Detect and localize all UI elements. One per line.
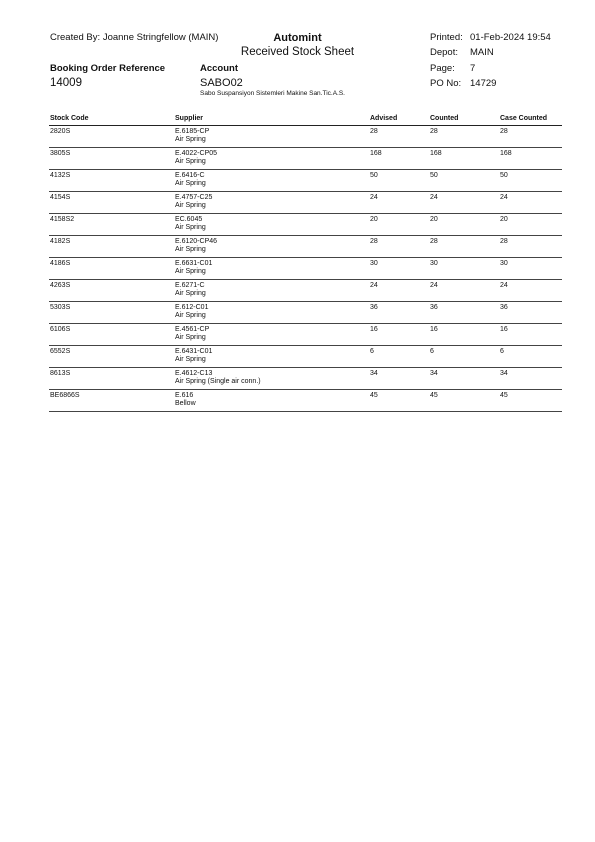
advised-qty: 50 xyxy=(369,170,429,192)
printed-label: Printed: xyxy=(430,32,463,43)
counted-qty: 45 xyxy=(429,390,499,412)
case-counted-qty: 20 xyxy=(499,214,562,236)
advised-qty: 16 xyxy=(369,324,429,346)
advised-qty: 45 xyxy=(369,390,429,412)
supplier-description: Air Spring xyxy=(175,158,206,165)
advised-qty: 24 xyxy=(369,280,429,302)
case-counted-qty: 24 xyxy=(499,280,562,302)
supplier-description: Air Spring xyxy=(175,334,206,341)
case-counted-qty: 6 xyxy=(499,346,562,368)
supplier-part: E.616 xyxy=(175,392,194,399)
stock-code: 4132S xyxy=(49,170,174,192)
stock-table xyxy=(49,114,562,412)
table-row xyxy=(49,368,562,390)
stock-code: 6106S xyxy=(49,324,174,346)
col-counted: Counted xyxy=(429,114,499,126)
counted-qty: 20 xyxy=(429,214,499,236)
supplier-description: Air Spring xyxy=(175,224,206,231)
case-counted-qty: 168 xyxy=(499,148,562,170)
counted-qty: 28 xyxy=(429,126,499,148)
supplier-description: Air Spring xyxy=(175,246,206,253)
supplier xyxy=(174,324,369,346)
supplier-description: Air Spring xyxy=(175,136,206,143)
table-row xyxy=(49,280,562,302)
created-by-label: Created By: xyxy=(50,32,101,43)
supplier xyxy=(174,258,369,280)
supplier-part: E.6185-CP xyxy=(175,128,210,135)
col-advised: Advised xyxy=(369,114,429,126)
table-row xyxy=(49,258,562,280)
supplier-description: Air Spring xyxy=(175,268,206,275)
case-counted-qty: 16 xyxy=(499,324,562,346)
col-case-counted: Case Counted xyxy=(499,114,562,126)
stock-code: 8613S xyxy=(49,368,174,390)
stock-code: 6552S xyxy=(49,346,174,368)
advised-qty: 20 xyxy=(369,214,429,236)
stock-code: 4182S xyxy=(49,236,174,258)
table-row xyxy=(49,390,562,412)
supplier-description: Air Spring xyxy=(175,312,206,319)
supplier xyxy=(174,236,369,258)
col-supplier: Supplier xyxy=(174,114,369,126)
stock-code: 4186S xyxy=(49,258,174,280)
case-counted-qty: 34 xyxy=(499,368,562,390)
table-row xyxy=(49,170,562,192)
document-title: Received Stock Sheet xyxy=(240,46,355,58)
created-by-value: Joanne Stringfellow (MAIN) xyxy=(102,32,219,43)
supplier-description: Air Spring xyxy=(175,180,206,187)
stock-code: 4154S xyxy=(49,192,174,214)
advised-qty: 28 xyxy=(369,236,429,258)
table-row xyxy=(49,324,562,346)
counted-qty: 24 xyxy=(429,192,499,214)
advised-qty: 30 xyxy=(369,258,429,280)
supplier-description: Air Spring xyxy=(175,356,206,363)
supplier-part: E.6271-C xyxy=(175,282,205,289)
printed-value: 01-Feb-2024 19:54 xyxy=(470,32,551,43)
table-row xyxy=(49,192,562,214)
booking-ref-value: 14009 xyxy=(50,77,82,89)
supplier-part: E.4022-CP05 xyxy=(175,150,218,157)
supplier-part: E.4757-C25 xyxy=(175,194,213,201)
counted-qty: 30 xyxy=(429,258,499,280)
page-label: Page: xyxy=(430,63,455,74)
account-code: SABO02 xyxy=(200,77,243,89)
table-row xyxy=(49,148,562,170)
advised-qty: 6 xyxy=(369,346,429,368)
supplier-part: EC.6045 xyxy=(175,216,203,223)
advised-qty: 24 xyxy=(369,192,429,214)
table-row xyxy=(49,236,562,258)
counted-qty: 50 xyxy=(429,170,499,192)
advised-qty: 36 xyxy=(369,302,429,324)
depot-label: Depot: xyxy=(430,47,458,58)
supplier-part: E.612-C01 xyxy=(175,304,209,311)
advised-qty: 168 xyxy=(369,148,429,170)
stock-code: 4263S xyxy=(49,280,174,302)
counted-qty: 36 xyxy=(429,302,499,324)
account-name: Sabo Suspansiyon Sistemleri Makine San.Tic.A.S. xyxy=(200,90,345,97)
counted-qty: 6 xyxy=(429,346,499,368)
table-row xyxy=(49,302,562,324)
supplier xyxy=(174,368,369,390)
depot-value: MAIN xyxy=(470,47,494,58)
advised-qty: 28 xyxy=(369,126,429,148)
supplier xyxy=(174,346,369,368)
counted-qty: 28 xyxy=(429,236,499,258)
po-label: PO No: xyxy=(430,78,462,89)
table-row xyxy=(49,346,562,368)
stock-code: 5303S xyxy=(49,302,174,324)
supplier-part: E.6120-CP46 xyxy=(175,238,218,245)
supplier xyxy=(174,192,369,214)
supplier xyxy=(174,214,369,236)
supplier xyxy=(174,390,369,412)
counted-qty: 34 xyxy=(429,368,499,390)
case-counted-qty: 30 xyxy=(499,258,562,280)
case-counted-qty: 24 xyxy=(499,192,562,214)
table-header-row xyxy=(49,114,562,126)
supplier-description: Bellow xyxy=(175,400,196,407)
supplier-part: E.4612-C13 xyxy=(175,370,213,377)
booking-ref-label: Booking Order Reference xyxy=(50,63,166,74)
case-counted-qty: 28 xyxy=(499,236,562,258)
stock-code: 2820S xyxy=(49,126,174,148)
supplier-part: E.4561-CP xyxy=(175,326,210,333)
case-counted-qty: 50 xyxy=(499,170,562,192)
supplier xyxy=(174,170,369,192)
counted-qty: 24 xyxy=(429,280,499,302)
supplier-part: E.6431-C01 xyxy=(175,348,213,355)
counted-qty: 16 xyxy=(429,324,499,346)
po-value: 14729 xyxy=(470,78,497,89)
supplier-description: Air Spring (Single air conn.) xyxy=(175,378,261,385)
col-stock-code: Stock Code xyxy=(49,114,174,126)
stock-code: 3805S xyxy=(49,148,174,170)
stock-code: 4158S2 xyxy=(49,214,174,236)
supplier xyxy=(174,126,369,148)
supplier-description: Air Spring xyxy=(175,290,206,297)
supplier-description: Air Spring xyxy=(175,202,206,209)
case-counted-qty: 28 xyxy=(499,126,562,148)
counted-qty: 168 xyxy=(429,148,499,170)
case-counted-qty: 45 xyxy=(499,390,562,412)
supplier-part: E.6416-C xyxy=(175,172,205,179)
page-value: 7 xyxy=(470,63,476,74)
account-label: Account xyxy=(200,63,238,74)
supplier-part: E.6631-C01 xyxy=(175,260,213,267)
stock-code: BE6866S xyxy=(49,390,174,412)
advised-qty: 34 xyxy=(369,368,429,390)
table-row xyxy=(49,214,562,236)
supplier xyxy=(174,302,369,324)
supplier xyxy=(174,148,369,170)
company-name: Automint xyxy=(273,32,322,44)
table-row xyxy=(49,126,562,148)
case-counted-qty: 36 xyxy=(499,302,562,324)
supplier xyxy=(174,280,369,302)
